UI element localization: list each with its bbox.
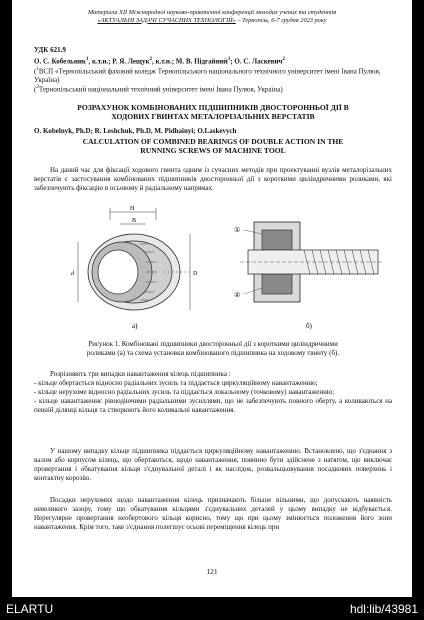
marker-2: ②	[234, 291, 241, 299]
load-cases-list	[34, 370, 392, 415]
intro-paragraph: На даний час для фіксації ходового гвинта одним із сучасних методів при проектуванні вузлів металорізальних верстатів є застосування комбінованих підшипників двосторонньої дії з короткими циліндричними роликами, які забезпечують фіксацію в осьовому й радіальному напрямах.	[34, 166, 392, 192]
dim-D-label: D	[193, 271, 198, 277]
repository-footer	[0, 597, 424, 620]
dim-H-label: H	[130, 206, 135, 212]
conference-title: «АКТУАЛЬНІ ЗАДАЧІ СУЧАСНИХ ТЕХНОЛОГІЙ»	[97, 16, 236, 24]
affiliation-1-text: ВСП «Тернопільський фаховий коледж Тернопільського національного технічного університет імені Івана Пулюя, Україна)	[34, 67, 381, 84]
author-2-degree: , к.т.н.;	[151, 57, 176, 66]
title-en-line-1: CALCULATION OF COMBINED BEARINGS OF DOUBLE ACTION IN THE	[82, 137, 344, 146]
figure-caption	[34, 340, 392, 358]
affiliation-1: ($^1$ВСП «Тернопільський фаховий коледж Тернопільського національного технічного університет імені Івана Пулюя, Україна)	[34, 67, 381, 84]
author-1-sup: 1	[85, 57, 89, 62]
conference-place-date: – Тернопіль, 6-7 грудня 2023 року	[235, 16, 327, 24]
udk-code: УДК 621.9	[34, 46, 66, 54]
author-3-sup: 1	[227, 57, 231, 62]
authors-en: O. Kobelnyk, Ph.D; R. Leshchuk, Ph.D, M. Pidhainyi; O.Laskevych	[34, 127, 237, 135]
author-4-sup: 2	[282, 57, 285, 62]
affiliations	[34, 66, 392, 94]
affiliation-2-sup: 2	[36, 84, 39, 90]
title-en-line-2: RUNNING SCREWS OF MACHINE TOOL	[140, 146, 286, 155]
header-line-2	[20, 17, 404, 25]
conference-header	[20, 9, 404, 24]
list-intro: Розрізняють три випадки навантаження кілець підшипника :	[50, 370, 231, 378]
repository-name: ELARTU	[6, 602, 54, 616]
screw-assembly-drawing-b	[240, 222, 382, 302]
marker-1: ①	[234, 226, 241, 234]
handle-id: hdl:lib/43981	[349, 602, 418, 616]
list-item: - кільце навантаженнє рівнодіючими радіальними зусиллями, що не забезпечують повного оберту, а коливаються на певній ділянці кільця та створюють його коливальні навантаження.	[34, 396, 392, 414]
author-3: М. В. Підгайний	[175, 57, 228, 66]
document-page	[12, 0, 412, 597]
affiliation-2-text: Тернопільський національний технічний університет імені Івана Пулюя, Україна)	[38, 85, 283, 94]
author-1-degree: , к.т.н.;	[88, 57, 113, 66]
caption-line-2: роликами (а) та схема установки комбінованого підшипника на ходовому гвинту (б).	[86, 348, 340, 357]
header-line-1: Матеріали XII Міжнародної науково-практичної конференції молодих учених та студентів	[87, 9, 337, 16]
caption-line-1: Рисунок 1. Комбіновані підшипники двосторонньої дії з короткими циліндричними	[88, 340, 338, 348]
paragraph-circulation-load: У нашому випадку кільце підшипника піддається циркуляційному навантаженню. Встановлено, що з'єднання з валом або корпусом кілець, що обертаються, щодо навантаження, повинно бути здійснене з натягом, що виключає провертання і обкатування кільця з'єднувальної деталі і як наслідок, розвальцьовування посадкових поверхонь і контактну корозію.	[34, 447, 392, 482]
list-item: - кільце обертається відносно радіальних зусиль та піддається циркуляційному навантаженню;	[34, 378, 318, 387]
list-item: - кільце нерухоме відносно радіальних зусиль та піддається локальному (точковому) навантаженню;	[34, 387, 335, 396]
figure-bearings	[44, 202, 384, 332]
title-ukrainian	[34, 103, 392, 121]
dim-d-label: d	[71, 271, 74, 277]
author-2: Р. Я. Лещук	[112, 57, 150, 66]
affiliation-1-sup: 1	[36, 67, 39, 72]
author-3-degree: ;	[230, 57, 235, 66]
paragraph-fits: Посадки нерухомих щодо навантаження кілець призначають більше вільними, що допускають наявність невеликого зазору, тому що обкатування кільцями з'єднувальних деталей у цьому випадку не відбувається. Нерегулярне провертання необертового кільця корисно, тому що при цьому змінюється положення його зони навантаження. Крім того, таке з'єднання полегшує осьові переміщення кілець при	[34, 496, 392, 531]
title-english	[34, 137, 392, 155]
author-2-sup: 2	[149, 57, 152, 62]
author-4: О. С. Ласкевич	[234, 57, 283, 66]
page-number: 121	[206, 567, 218, 576]
authors-ua	[34, 56, 392, 66]
author-1: О. С. Кобельник	[34, 57, 86, 66]
label-b: б)	[306, 322, 312, 330]
title-ua-line-1: РОЗРАХУНОК КОМБІНОВАНИХ ПІДШИПНИКІВ ДВОСТОРОННЬОЇ ДІЇ В	[77, 103, 349, 112]
dim-B-label: B	[132, 218, 137, 224]
title-ua-line-2: ХОДОВИХ ГВИНТАХ МЕТАЛОРІЗАЛЬНИХ ВЕРСТАТІВ	[111, 112, 315, 121]
label-a: а)	[132, 322, 138, 330]
affiliation-2: ($^2$Тернопільський національний технічний університет імені Івана Пулюя, Україна)	[34, 84, 283, 94]
